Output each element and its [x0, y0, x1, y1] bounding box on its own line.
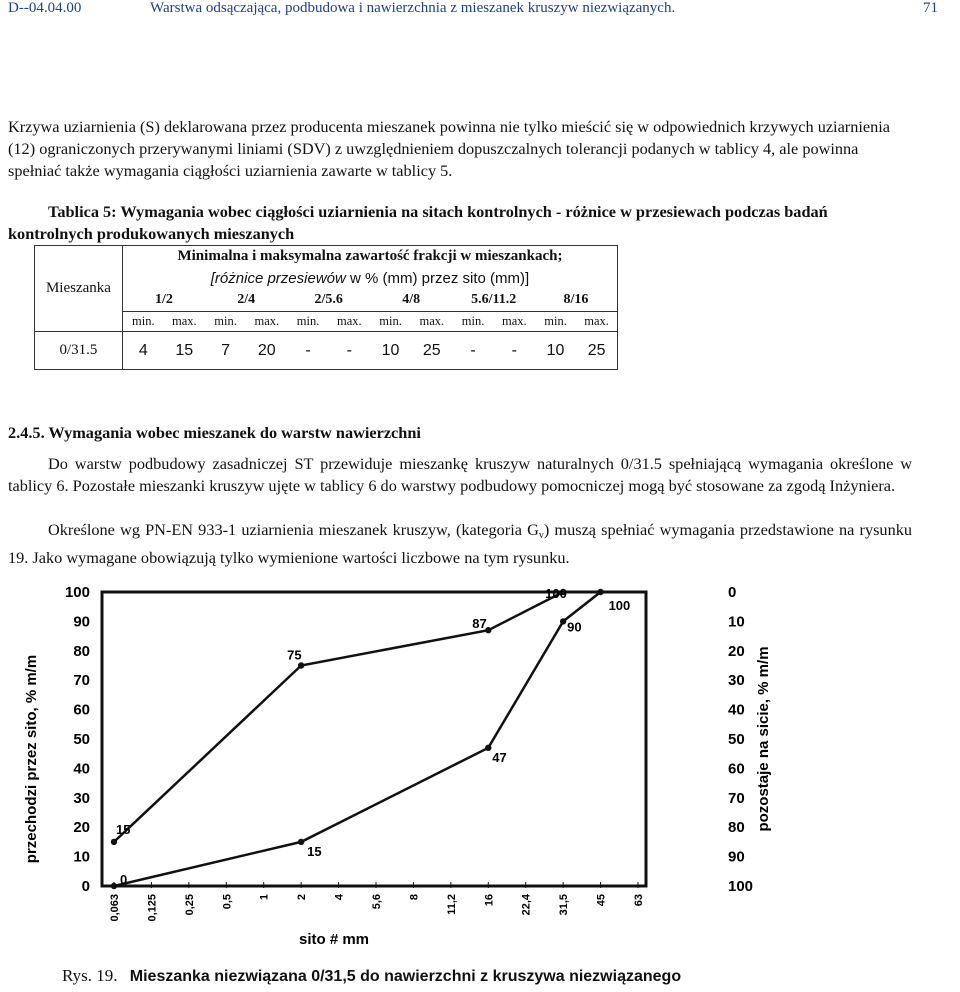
y-left-tick-label: 100 [64, 584, 90, 601]
paragraph-gradation [8, 519, 912, 569]
x-tick-label: 31,5 [558, 894, 571, 916]
table-cell: 10 [370, 332, 411, 370]
section-title: Wymagania wobec mieszanek do warstw nawierzchni [48, 423, 421, 442]
x-tick-label: 11,2 [445, 894, 458, 915]
data-label: 47 [492, 749, 507, 765]
min-header: min. [122, 312, 163, 332]
max-header: max. [494, 312, 535, 332]
y-left-tick-label: 50 [73, 731, 90, 748]
x-tick-label: 2 [296, 894, 309, 901]
table-cell: - [287, 332, 328, 370]
fraction-header: 2/5.6 [314, 292, 343, 308]
paragraph3-part-b: ) muszą spełniać wymagania przedstawione na rysunku 19. Jako wymagane obowiązują tylko wymienione wartości liczbowe na tym rysunku. [8, 520, 912, 567]
fraction-header: 2/4 [237, 292, 256, 308]
grading-chart [10, 578, 772, 950]
data-point [485, 745, 491, 751]
paragraph-curve-requirements: Krzywa uziarnienia (S) deklarowana przez producenta mieszanek powinna nie tylko mieścić się w odpowiednich krzywych uziarnienia (12) ograniczonych przerywanymi liniami (SDV) z uwzględnieniem dopuszczalnych tolerancji podanych w tablicy 4, ale powinna spełniać także wymagania ciągłości uziarnienia zawarte w tablicy 5. [8, 117, 891, 180]
x-tick-label: 4 [333, 894, 346, 901]
fraction-header: 8/16 [535, 290, 618, 312]
y-left-tick-label: 90 [73, 613, 90, 631]
document-code: D--04.04.00 [8, 0, 82, 16]
data-label: 100 [545, 586, 567, 601]
y-right-tick-label: 10 [728, 613, 745, 631]
series-line [114, 592, 601, 886]
y-left-tick-label: 30 [73, 789, 90, 807]
section-number: 2.4.5. [8, 423, 45, 442]
table-cell: 15 [164, 332, 205, 370]
document-title: Warstwa odsączająca, podbudowa i nawierzchnia z mieszanek kruszyw niezwiązanych. [150, 0, 676, 16]
data-label: 87 [472, 616, 487, 632]
x-tick-label: 8 [408, 894, 421, 901]
data-label: 15 [116, 821, 131, 837]
x-tick-label: 45 [595, 894, 608, 907]
x-tick-label: 0,125 [146, 894, 159, 922]
grading-chart-svg [10, 578, 772, 950]
data-point [111, 883, 117, 889]
min-header: min. [287, 312, 328, 332]
max-header: max. [246, 312, 287, 332]
y-right-tick-label: 0 [728, 584, 737, 601]
max-header: max. [411, 312, 452, 332]
table-cell: 25 [411, 332, 452, 370]
data-label: 0 [120, 872, 128, 887]
mixture-header: Mieszanka [35, 246, 123, 332]
data-point [597, 589, 603, 595]
table-cell: - [329, 332, 370, 370]
y-right-tick-label: 70 [728, 789, 745, 807]
page-number: 71 [923, 0, 938, 16]
y-right-tick-label: 90 [728, 848, 745, 866]
paragraph-base-course: Do warstw podbudowy zasadniczej ST przewiduje mieszankę kruszyw naturalnych 0/31.5 spełniającą wymagania określone w tablicy 6. Pozostałe mieszanki kruszyw ujęte w tablicy 6 do warstwy podbudowy pomocniczej mogą być stosowane za zgodą Inżyniera. [8, 454, 912, 495]
data-point [298, 839, 304, 845]
data-point [111, 839, 117, 845]
y-left-tick-label: 20 [73, 819, 90, 837]
group-sub-part1: [różnice [210, 270, 264, 287]
data-point [560, 618, 566, 624]
y-axis-label-left: przechodzi przez sito, % m/m [23, 654, 40, 864]
y-right-tick-label: 40 [728, 701, 745, 719]
chart-frame [102, 592, 646, 886]
table-cell: 25 [576, 332, 617, 370]
x-tick-label: 5,6 [371, 894, 383, 910]
max-header: max. [576, 312, 617, 332]
fraction-header: 5.6/11.2 [471, 292, 517, 308]
min-header: min. [535, 312, 576, 332]
figure-number: Rys. 19. [62, 966, 118, 985]
min-header: min. [452, 312, 493, 332]
paragraph3-subscript: v [538, 530, 544, 541]
y-right-tick-label: 80 [728, 819, 745, 837]
table-cell: 10 [535, 332, 576, 370]
table-cell: - [494, 332, 535, 370]
figure-title: Mieszanka niezwiązana 0/31,5 do nawierzchni z kruszywa niezwiązanego [129, 968, 682, 985]
table-cell: 7 [205, 332, 246, 370]
y-right-tick-label: 30 [728, 672, 745, 690]
fraction-header: 1/2 [154, 292, 173, 308]
fraction-header: 4/8 [402, 292, 421, 308]
x-tick-label: 0,25 [183, 894, 196, 916]
group-sub-part2: przesiewów [263, 270, 346, 287]
y-left-tick-label: 40 [73, 760, 90, 778]
y-right-tick-label: 100 [728, 878, 754, 895]
paragraph3-part-a: Określone wg PN-EN 933-1 uziarnienia mieszanek kruszyw, (kategoria G [48, 520, 539, 539]
y-right-tick-label: 20 [728, 642, 745, 660]
x-axis-label: sito # mm [298, 931, 370, 948]
data-label: 90 [567, 619, 582, 635]
figure-caption [62, 966, 681, 986]
group-header: Minimalna i maksymalna zawartość frakcji w mieszankach; [122, 246, 617, 268]
y-right-tick-label: 50 [728, 731, 745, 748]
x-tick-label: 16 [483, 894, 496, 907]
y-left-tick-label: 10 [73, 848, 90, 866]
page-header [8, 0, 952, 20]
table-cell: 4 [122, 332, 163, 370]
y-left-tick-label: 0 [81, 878, 90, 895]
y-right-tick-label: 60 [728, 760, 745, 778]
table-cell: - [452, 332, 493, 370]
x-tick-label: 0,5 [221, 894, 234, 910]
row-label: 0/31.5 [35, 332, 123, 370]
x-tick-label: 63 [633, 894, 645, 907]
group-subheader [122, 268, 617, 290]
section-heading [8, 423, 421, 443]
max-header: max. [164, 312, 205, 332]
table-caption: Tablica 5: Wymagania wobec ciągłości uziarnienia na sitach kontrolnych - różnice w przesiewach podczas badań kontrolnych produkowanych mieszanych [8, 202, 828, 243]
continuity-table [34, 245, 618, 370]
table-cell: 20 [246, 332, 287, 370]
data-label: 15 [307, 843, 322, 859]
x-tick-label: 0,063 [109, 894, 121, 922]
group-sub-part3: w % (mm) przez sito (mm)] [345, 270, 530, 287]
min-header: min. [205, 312, 246, 332]
min-header: min. [370, 312, 411, 332]
y-left-tick-label: 60 [73, 701, 90, 719]
max-header: max. [329, 312, 370, 332]
series-line [114, 592, 563, 842]
x-tick-label: 22,4 [520, 894, 533, 916]
y-left-tick-label: 80 [73, 642, 90, 660]
data-label: 100 [608, 598, 631, 613]
y-axis-label-right: pozostaje na sicie, % m/m [755, 646, 772, 832]
y-left-tick-label: 70 [73, 672, 90, 690]
data-label: 75 [287, 647, 302, 663]
x-tick-label: 1 [258, 894, 271, 901]
data-point [298, 662, 304, 668]
